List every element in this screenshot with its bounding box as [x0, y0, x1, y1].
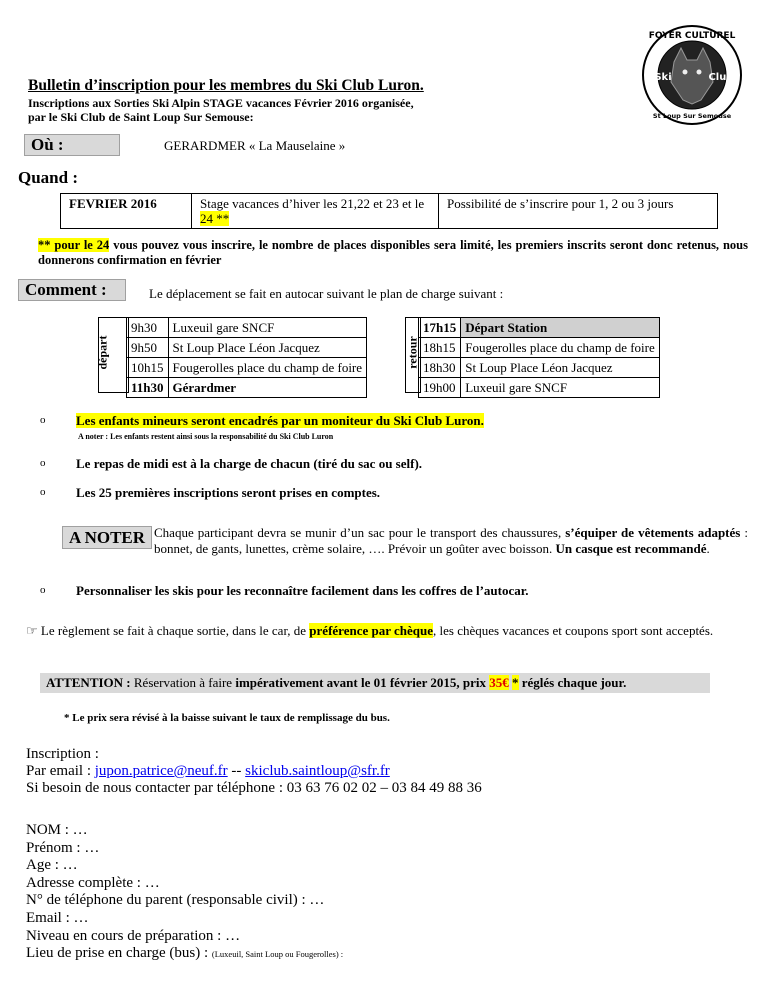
attention-text1: Réservation à faire [133, 675, 233, 690]
a-noter-text4: Un casque est recommandé [555, 541, 707, 556]
subtitle-line-1: Inscriptions aux Sorties Ski Alpin STAGE vacances Février 2016 organisée, [28, 96, 414, 110]
lunch-bullet: Le repas de midi est à la charge de chacun (tiré du sac ou self). [76, 456, 423, 471]
note24-day: 24 [96, 238, 110, 252]
attention-star: * [512, 675, 519, 690]
note24-prefix: ** pour le [38, 238, 93, 252]
a-noter-text5: . [706, 541, 710, 556]
form-adresse: Adresse complète : … [26, 874, 160, 891]
bullet-marker: o [40, 414, 46, 426]
depart-time: 11h30 [127, 378, 169, 398]
form-nom: NOM : … [26, 822, 88, 838]
inscription-block [26, 746, 482, 797]
pointing-hand-icon: ☞ [26, 623, 38, 638]
attention-text2: impérativement avant le 01 février 2015, prix [235, 675, 486, 690]
payment-text1: Le règlement se fait à chaque sortie, dans le car, de [40, 623, 307, 638]
retour-place: St Loup Place Léon Jacquez [461, 358, 660, 378]
minors-bullet [76, 413, 484, 429]
form-age: Age : … [26, 857, 78, 874]
stage-text: Stage vacances d’hiver les 21,22 et 23 et le [200, 196, 425, 211]
email-link-2[interactable]: skiclub.saintloup@sfr.fr [245, 763, 390, 779]
logo-left-text: Ski [654, 72, 672, 83]
depart-time: 10h15 [127, 358, 169, 378]
registration-form [26, 822, 343, 964]
attention-text3: réglés chaque jour. [521, 675, 627, 690]
when-table [60, 193, 718, 229]
logo-right-text: Club [708, 72, 734, 83]
form-lieu-label: Lieu de prise en charge (bus) : [26, 945, 209, 962]
table-row [419, 318, 660, 338]
possibility-cell: Possibilité de s’inscrire pour 1, 2 ou 3 jours [439, 194, 718, 229]
phone-line: Si besoin de nous contacter par téléphone : 03 63 76 02 02 – 03 84 49 88 36 [26, 780, 482, 796]
attention-price: 35€ [489, 675, 509, 690]
where-label: Où : [24, 134, 120, 156]
retour-time: 18h15 [419, 338, 461, 358]
retour-place: Luxeuil gare SNCF [461, 378, 660, 398]
depart-place: Fougerolles place du champ de foire [168, 358, 367, 378]
retour-label: retour [405, 336, 420, 369]
depart-place: St Loup Place Léon Jacquez [168, 338, 367, 358]
payment-highlight: préférence par chèque [309, 623, 434, 638]
depart-time: 9h50 [127, 338, 169, 358]
table-row [127, 358, 367, 378]
depart-time: 9h30 [127, 318, 169, 338]
depart-place: Gérardmer [168, 378, 367, 398]
email-link-1[interactable]: jupon.patrice@neuf.fr [94, 763, 228, 779]
bullet-marker: o [40, 584, 46, 596]
form-lieu-small: (Luxeuil, Saint Loup ou Fougerolles) : [211, 949, 344, 960]
email-prefix: Par email : [26, 763, 91, 779]
form-lieu [26, 945, 343, 964]
attention-label: ATTENTION : [46, 675, 131, 690]
skis-bullet: Personnaliser les skis pour les reconnaître facilement dans les coffres de l’autocar. [76, 583, 529, 598]
payment-paragraph [26, 622, 746, 640]
a-noter-text [154, 525, 748, 557]
inscription-title: Inscription : [26, 746, 99, 762]
page-title: Bulletin d’inscription pour les membres du Ski Club Luron. [28, 77, 424, 94]
first25-bullet: Les 25 premières inscriptions seront prises en comptes. [76, 485, 381, 500]
stage-cell [192, 194, 439, 229]
bullet-marker: o [40, 457, 46, 469]
a-noter-text3: : bonnet, de gants, lunettes, crème solaire, …. Prévoir un goûter avec boisson. [154, 525, 749, 556]
minors-note: A noter : Les enfants restent ainsi sous la responsabilité du Ski Club Luron [78, 432, 334, 441]
note24-text: vous pouvez vous inscrire, le nombre de places disponibles sera limité, les premiers inscrits seront donc retenus, nous donnerons confirmation en février [38, 238, 749, 267]
table-row [419, 378, 660, 398]
table-row [127, 338, 367, 358]
retour-time: 17h15 [419, 318, 461, 338]
a-noter-text2: s’équiper de vêtements adaptés [565, 525, 741, 540]
logo-top-text: FOYER CULTUREL [648, 31, 736, 41]
depart-place: Luxeuil gare SNCF [168, 318, 367, 338]
retour-table [418, 317, 660, 398]
a-noter-label: A NOTER [62, 526, 152, 549]
attention-banner [40, 673, 710, 693]
retour-time: 19h00 [419, 378, 461, 398]
subtitle [28, 96, 414, 124]
a-noter-text1: Chaque participant devra se munir d’un sac pour le transport des chaussures, [154, 525, 562, 540]
retour-place: Départ Station [461, 318, 660, 338]
payment-text2: , les chèques vacances et coupons sport sont acceptés. [433, 623, 714, 638]
form-tel: N° de téléphone du parent (responsable civil) : … [26, 892, 325, 909]
stage-highlight: 24 ** [200, 211, 230, 226]
how-label: Comment : [18, 279, 126, 301]
table-row [419, 338, 660, 358]
retour-place: Fougerolles place du champ de foire [461, 338, 660, 358]
note-24 [38, 238, 748, 268]
month-cell: FEVRIER 2016 [61, 194, 192, 229]
form-niveau: Niveau en cours de préparation : … [26, 927, 241, 944]
depart-label: départ [95, 335, 110, 370]
table-row [127, 378, 367, 398]
when-label: Quand : [18, 168, 78, 187]
form-email: Email : … [26, 909, 89, 926]
table-row [127, 318, 367, 338]
minors-text: Les enfants mineurs seront encadrés par un moniteur du Ski Club Luron. [76, 413, 484, 428]
email-separator: -- [231, 763, 242, 779]
email-line [26, 763, 482, 780]
bullet-marker: o [40, 486, 46, 498]
where-value: GERARDMER « La Mauselaine » [164, 138, 346, 153]
form-prenom: Prénom : … [26, 839, 100, 856]
logo-bottom-text: St Loup Sur Semouse [652, 112, 732, 120]
how-value: Le déplacement se fait en autocar suivant le plan de charge suivant : [149, 286, 504, 301]
retour-time: 18h30 [419, 358, 461, 378]
depart-table [126, 317, 367, 398]
price-note: * Le prix sera révisé à la baisse suivant le taux de remplissage du bus. [64, 712, 390, 724]
table-row [419, 358, 660, 378]
ski-club-logo [641, 24, 743, 126]
subtitle-line-2: par le Ski Club de Saint Loup Sur Semouse: [28, 110, 254, 124]
